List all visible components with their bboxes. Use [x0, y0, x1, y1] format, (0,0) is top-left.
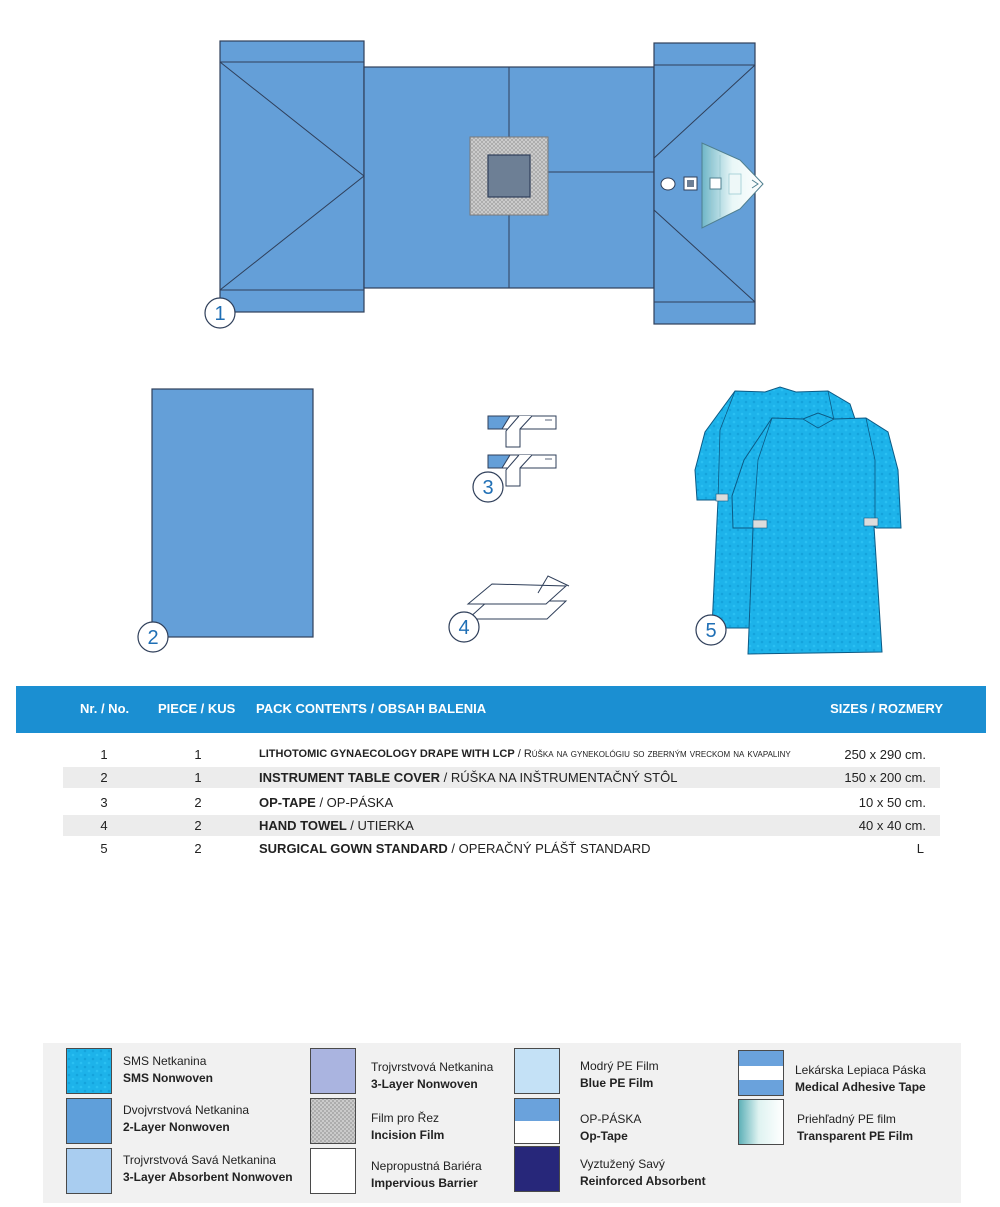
row-piece: 1 [194, 770, 202, 785]
swatch-3-layer-nonwoven [310, 1048, 356, 1094]
table-header [16, 686, 986, 733]
swatch-3-layer-absorbent [66, 1148, 112, 1194]
row-no: 2 [100, 770, 108, 785]
row-local-name: / RÚŠKA NA INŠTRUMENTAČNÝ STÔL [440, 770, 678, 785]
row-piece: 2 [194, 795, 202, 810]
row-size: 40 x 40 cm. [858, 818, 926, 833]
legend-incision-film: Film pro Řez Incision Film [371, 1111, 445, 1142]
svg-text:3: 3 [482, 477, 494, 499]
swatch-incision-film [310, 1098, 356, 1144]
legend-3-layer-absorbent: Trojvrstvová Savá Netkanina 3-Layer Absorbent Nonwoven [123, 1153, 293, 1184]
swatch-medical-adhesive-tape [738, 1050, 784, 1096]
swatch-sms-nonwoven [66, 1048, 112, 1094]
legend-transparent-pe-film: Priehľadný PE film Transparent PE Film [797, 1112, 914, 1143]
row-piece: 1 [194, 747, 202, 762]
row-size: 250 x 290 cm. [844, 747, 926, 762]
row-local-name: / OPERAČNÝ PLÁŠŤ STANDARD [447, 841, 651, 856]
surgical-gowns [695, 387, 901, 654]
table-row [63, 815, 940, 836]
swatch-reinforced-absorbent [514, 1146, 560, 1192]
row-no: 3 [100, 795, 108, 810]
callout-4 [449, 612, 479, 642]
row-piece: 2 [194, 818, 202, 833]
row-name: SURGICAL GOWN STANDARD [259, 841, 448, 856]
legend-sms-nonwoven: SMS Netkanina SMS Nonwoven [123, 1054, 214, 1085]
row-no: 4 [100, 818, 108, 833]
swatch-impervious-barrier [310, 1148, 356, 1194]
header-piece: PIECE / KUS [158, 701, 236, 716]
row-size: 150 x 200 cm. [844, 770, 926, 785]
svg-text:2: 2 [147, 627, 159, 649]
svg-text:1: 1 [214, 303, 226, 325]
header-sizes: SIZES / ROZMERY [830, 701, 943, 716]
legend-op-tape: OP-PÁSKA Op-Tape [580, 1112, 642, 1143]
swatch-blue-pe-film [514, 1048, 560, 1094]
table-row [63, 767, 940, 788]
legend-medical-adhesive-tape: Lekárska Lepiaca Páska Medical Adhesive Tape [795, 1063, 926, 1094]
svg-text:4: 4 [458, 617, 470, 639]
row-no: 5 [100, 841, 108, 856]
row-size: 10 x 50 cm. [858, 795, 926, 810]
hand-towels [468, 576, 569, 619]
table-row [63, 744, 940, 765]
row-description [259, 795, 393, 810]
row-description [259, 748, 791, 760]
legend-reinforced-absorbent: Vyztužený Savý Reinforced Absorbent [580, 1157, 706, 1188]
row-description [259, 818, 414, 833]
gynaecology-drape [220, 41, 763, 324]
legend-blue-pe-film: Modrý PE Film Blue PE Film [580, 1059, 659, 1090]
row-no: 1 [100, 747, 108, 762]
row-local-name: / Rúška na gynekológiu so zberným vreckom na kvapaliny [514, 748, 791, 760]
table-row [63, 792, 940, 813]
callout-5 [696, 615, 726, 645]
row-piece: 2 [194, 841, 202, 856]
row-name: LITHOTOMIC GYNAECOLOGY DRAPE WITH LCP [259, 748, 515, 760]
row-name: HAND TOWEL [259, 818, 351, 833]
material-legend [43, 1043, 961, 1203]
row-name: OP-TAPE [259, 795, 316, 810]
legend-2-layer-nonwoven: Dvojvrstvová Netkanina 2-Layer Nonwoven [123, 1103, 250, 1134]
row-local-name: / OP-PÁSKA [315, 795, 394, 810]
row-description [259, 770, 677, 785]
row-name: INSTRUMENT TABLE COVER [259, 770, 441, 785]
row-local-name: / UTIERKA [350, 818, 414, 833]
legend-3-layer-nonwoven: Trojvrstvová Netkanina 3-Layer Nonwoven [371, 1060, 494, 1091]
row-description [259, 841, 651, 856]
callout-2 [138, 622, 168, 652]
table-row [63, 838, 940, 859]
header-contents: PACK CONTENTS / OBSAH BALENIA [256, 701, 487, 716]
swatch-op-tape [514, 1098, 560, 1144]
header-no: Nr. / No. [80, 701, 130, 716]
swatch-transparent-pe-film [738, 1099, 784, 1145]
swatch-2-layer-nonwoven [66, 1098, 112, 1144]
svg-text:5: 5 [705, 620, 717, 642]
legend-impervious-barrier: Nepropustná Bariéra Impervious Barrier [371, 1159, 482, 1190]
callout-1 [205, 298, 235, 328]
callout-3 [473, 472, 503, 502]
row-size: L [916, 841, 924, 856]
table-cover [152, 389, 313, 637]
